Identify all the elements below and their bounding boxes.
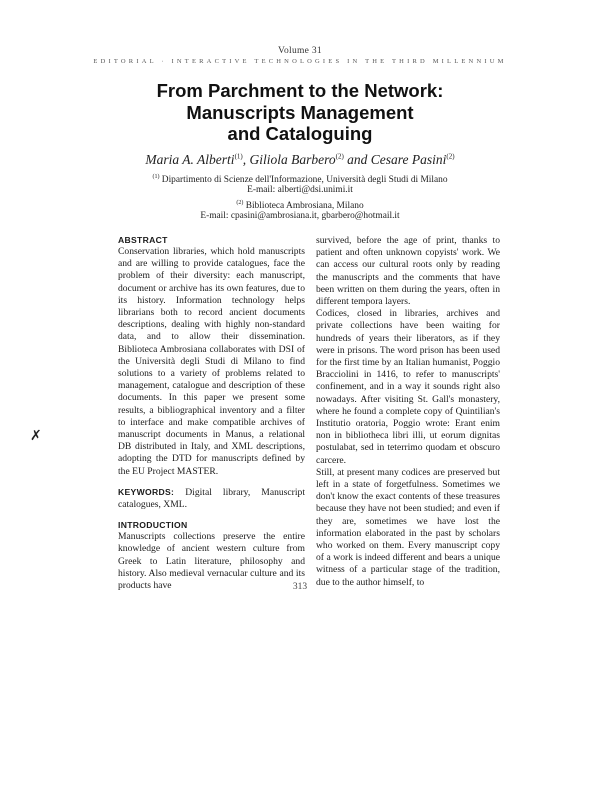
author-name: Giliola Barbero bbox=[249, 152, 336, 167]
affiliation-text: Biblioteca Ambrosiana, Milano bbox=[245, 201, 364, 212]
abstract-heading: ABSTRACT bbox=[118, 235, 168, 245]
author-name: Cesare Pasini bbox=[370, 152, 447, 167]
keywords-text: Digital library, Manuscript catalogues, XML. bbox=[118, 486, 305, 511]
authors-line bbox=[0, 152, 600, 168]
body-paragraph-2: Codices, closed in libraries, archives and private collections have been waiting for hundreds of years their liberators, as if they were in prisons. The word prison has been used for the first time by an Italian humanist, Poggio Bracciolini in 1416, to refer to manuscripts' confinement, and in a way it sounds right also nowadays. After visiting St. Gall's monastery, where he found a complete copy of Quintilian's Institutio oratoria, Poggio wrote: Erant enim non in bibliotheca libri illi, ut eorum dignitas postulabat, sed in teterrimo quodam et obscuro carcere. bbox=[316, 308, 500, 466]
affiliation-mark: (1) bbox=[152, 174, 160, 180]
title-line-3: and Cataloguing bbox=[227, 123, 373, 144]
title-line-2: Manuscripts Management bbox=[186, 101, 414, 123]
margin-mark-icon: ✗ bbox=[30, 429, 42, 444]
right-column bbox=[316, 235, 500, 589]
introduction-heading: INTRODUCTION bbox=[118, 520, 188, 531]
author-separator: , bbox=[242, 152, 250, 167]
keywords-heading: KEYWORDS: bbox=[118, 486, 175, 497]
keywords-block bbox=[118, 487, 305, 511]
author-name: Maria A. Alberti bbox=[145, 152, 235, 167]
title-line-1: From Parchment to the Network: bbox=[156, 80, 444, 101]
author-mark: (1) bbox=[234, 152, 243, 161]
abstract-text: Conservation libraries, which hold manuscripts and are willing to provide catalogues, face the problem of their diversity: each manuscript, document or archive has its own features, due to its history. Information technology helps librarians both to record ancient documents descriptions, dealing with highly non-standard data, and to allow their dissemination. Biblioteca Ambrosiana collaborates with DSI of the Università degli Studi di Milano to find solutions to a variety of problems related to management, catalogue and description of these documents. In this paper we present some results, a bibliographical inventory and a filter to interface and make compatible archives of manuscript documents in Manus, a relational DB distributed in Italy, and XML descriptions, adopting the DTD for manuscripts defined by the EU Project MASTER. bbox=[118, 246, 305, 477]
author-separator: and bbox=[343, 152, 371, 167]
left-column bbox=[118, 235, 305, 592]
volume-label: Volume 31 bbox=[278, 46, 322, 56]
introduction-text: Manuscripts collections preserve the entire knowledge of ancient western culture from Greek to Latin literature, philosophy and history. Also medieval vernacular culture and its products have bbox=[118, 531, 305, 592]
paper-title bbox=[0, 80, 600, 145]
running-head: EDITORIAL · INTERACTIVE TECHNOLOGIES IN THE THIRD MILLENNIUM bbox=[93, 58, 507, 65]
affiliation-text: Dipartimento di Scienze dell'Informazione, Università degli Studi di Milano bbox=[161, 175, 448, 186]
affiliation-mark: (2) bbox=[236, 200, 244, 206]
body-paragraph-3: Still, at present many codices are preserved but left in a state of forgetfulness. Sometimes we don't know the exact contents of these treasures because they have not been studied; and even if they are, sometimes we have lost the information elaborated in the past by scholars who worked on them. Every manuscript copy of a work is indeed different and bears a unique witness of a particular stage of the tradition, due to the author himself, to bbox=[316, 466, 500, 588]
email-2: E-mail: cpasini@ambrosiana.it, gbarbero@hotmail.it bbox=[200, 211, 400, 221]
body-paragraph-1: survived, before the age of print, thanks to patient and often unknown copyists' work. We can access our cultural roots only by reading the manuscripts and the comments that have been written on them during the years, often in different tempora layers. bbox=[316, 235, 500, 308]
author-mark: (2) bbox=[335, 152, 344, 161]
page-number: 313 bbox=[292, 582, 308, 592]
email-1: E-mail: alberti@dsi.unimi.it bbox=[247, 185, 353, 195]
author-mark: (2) bbox=[446, 152, 455, 161]
